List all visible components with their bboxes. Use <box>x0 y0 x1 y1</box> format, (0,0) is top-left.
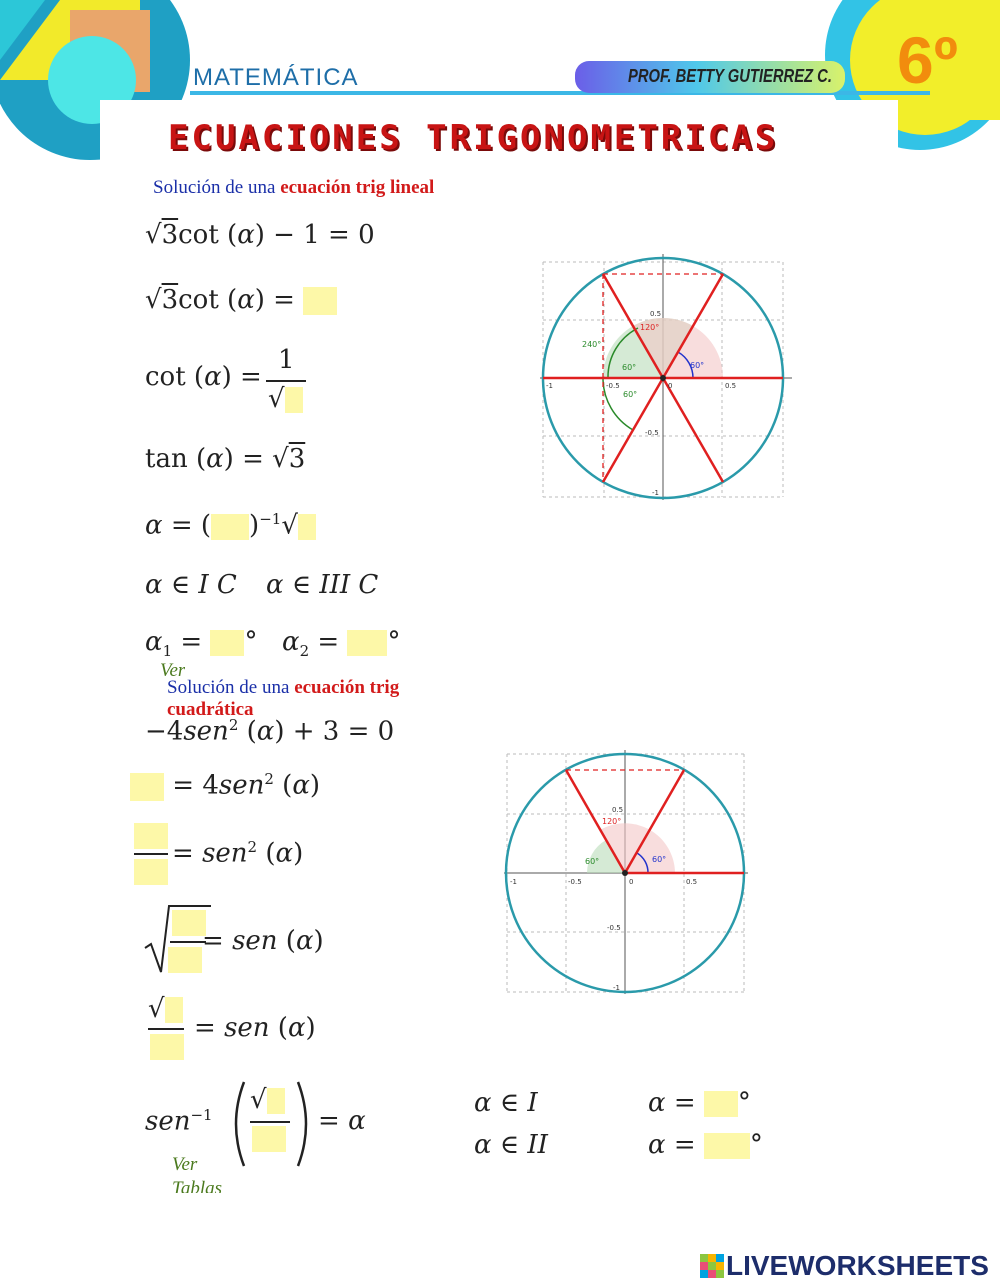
equation-4: tan (α) = √3 <box>145 444 306 474</box>
answer-box[interactable] <box>285 387 303 413</box>
quadrant-1: α ∈ I C <box>145 570 237 600</box>
angle-label: 60° <box>622 363 637 372</box>
tick-label: 0.5 <box>725 382 737 390</box>
grade-badge: 6º <box>897 23 958 97</box>
fraction-denominator: √ <box>268 384 303 414</box>
sqrt-numerator: √ <box>148 994 183 1024</box>
section2-subtitle: Solución de una ecuación trig cuadrática <box>167 677 400 720</box>
section1-subtitle: Solución de una ecuación trig lineal <box>153 177 435 198</box>
answer-box[interactable] <box>134 823 168 849</box>
answer-box[interactable] <box>211 514 249 540</box>
page-title: ECUACIONES TRIGONOMETRICAS <box>168 118 779 158</box>
teacher-name: PROF. BETTY GUTIERREZ C. <box>628 66 832 86</box>
alpha-answer-2: α = ° <box>648 1130 763 1160</box>
tick-label: -0.5 <box>607 924 621 932</box>
equation-8: = sen$^2$ (α) <box>172 838 304 869</box>
tick-label: -1 <box>613 984 620 992</box>
alpha2-answer: $\alpha_2$ = ° <box>282 627 401 661</box>
inverse-sine: sen$^{-1}$ <box>145 1106 213 1137</box>
quadrant-I: α ∈ I <box>474 1088 538 1118</box>
answer-box[interactable] <box>347 630 387 656</box>
see-tables-note: Ver Tablas <box>172 1154 222 1193</box>
answer-box[interactable] <box>267 1088 285 1114</box>
answer-box[interactable] <box>210 630 244 656</box>
fraction-numerator: 1 <box>278 345 295 375</box>
answer-box[interactable] <box>165 997 183 1023</box>
equation-5: α = ( )$^{-1}$√ <box>145 510 316 541</box>
answer-box[interactable] <box>168 947 202 973</box>
answer-box[interactable] <box>172 910 206 936</box>
alpha1-answer: $\alpha_1$ = ° <box>145 627 258 661</box>
equation-9: = sen (α) <box>202 926 324 956</box>
tick-label: -0.5 <box>645 429 659 437</box>
tick-label: -0.5 <box>568 878 582 886</box>
liveworksheets-brand: LIVEWORKSHEETS <box>726 1250 989 1281</box>
fraction-bar <box>170 941 206 943</box>
tick-label: 0 <box>668 382 673 390</box>
equation-7: = 4sen$^2$ (α) <box>130 770 320 801</box>
unit-circle-diagram-1 <box>540 252 796 502</box>
inner-numerator: √ <box>250 1085 285 1115</box>
angle-label: 60° <box>690 361 705 370</box>
equation-1: √3cot (α) − 1 = 0 <box>145 220 375 250</box>
answer-box[interactable] <box>130 773 164 801</box>
fraction-bar <box>134 853 168 855</box>
angle-label: 120° <box>640 323 660 332</box>
equals-alpha: = α <box>318 1106 366 1136</box>
unit-circle-diagram-2 <box>502 748 750 996</box>
tick-label: 0.5 <box>612 806 624 814</box>
fraction-bar <box>250 1121 290 1123</box>
answer-box[interactable] <box>303 287 337 315</box>
angle-label: 60° <box>652 855 667 864</box>
answer-box[interactable] <box>704 1091 738 1117</box>
tick-label: 0 <box>629 878 634 886</box>
answer-box[interactable] <box>704 1133 750 1159</box>
answer-box[interactable] <box>298 514 316 540</box>
alpha-answer-1: α = ° <box>648 1088 751 1118</box>
answer-box[interactable] <box>134 859 168 885</box>
tick-label: 0.5 <box>686 878 698 886</box>
tick-label: -1 <box>546 382 553 390</box>
angle-label: 120° <box>602 817 622 826</box>
fraction-bar <box>148 1028 184 1030</box>
answer-box[interactable] <box>150 1034 184 1060</box>
liveworksheets-logo-icon <box>700 1254 724 1278</box>
angle-label: 60° <box>623 390 638 399</box>
subject-label: MATEMÁTICA <box>193 64 359 91</box>
angle-label: 240° <box>582 340 602 349</box>
quadrant-3: α ∈ III C <box>266 570 379 600</box>
tick-label: -1 <box>510 878 517 886</box>
equation-10: = sen (α) <box>194 1013 316 1043</box>
equation-2: √3cot (α) = <box>145 285 337 315</box>
tick-label: -0.5 <box>606 382 620 390</box>
fraction-bar <box>266 380 306 382</box>
quadrant-II: α ∈ II <box>474 1130 548 1160</box>
equation-6: −4sen$^2$ (α) + 3 = 0 <box>145 716 395 747</box>
tick-label: 0.5 <box>650 310 662 318</box>
angle-label: 60° <box>585 857 600 866</box>
tick-label: -1 <box>652 489 659 497</box>
answer-box[interactable] <box>252 1126 286 1152</box>
equation-3: cot (α) = <box>145 362 262 392</box>
see-note: Ver <box>160 660 186 676</box>
